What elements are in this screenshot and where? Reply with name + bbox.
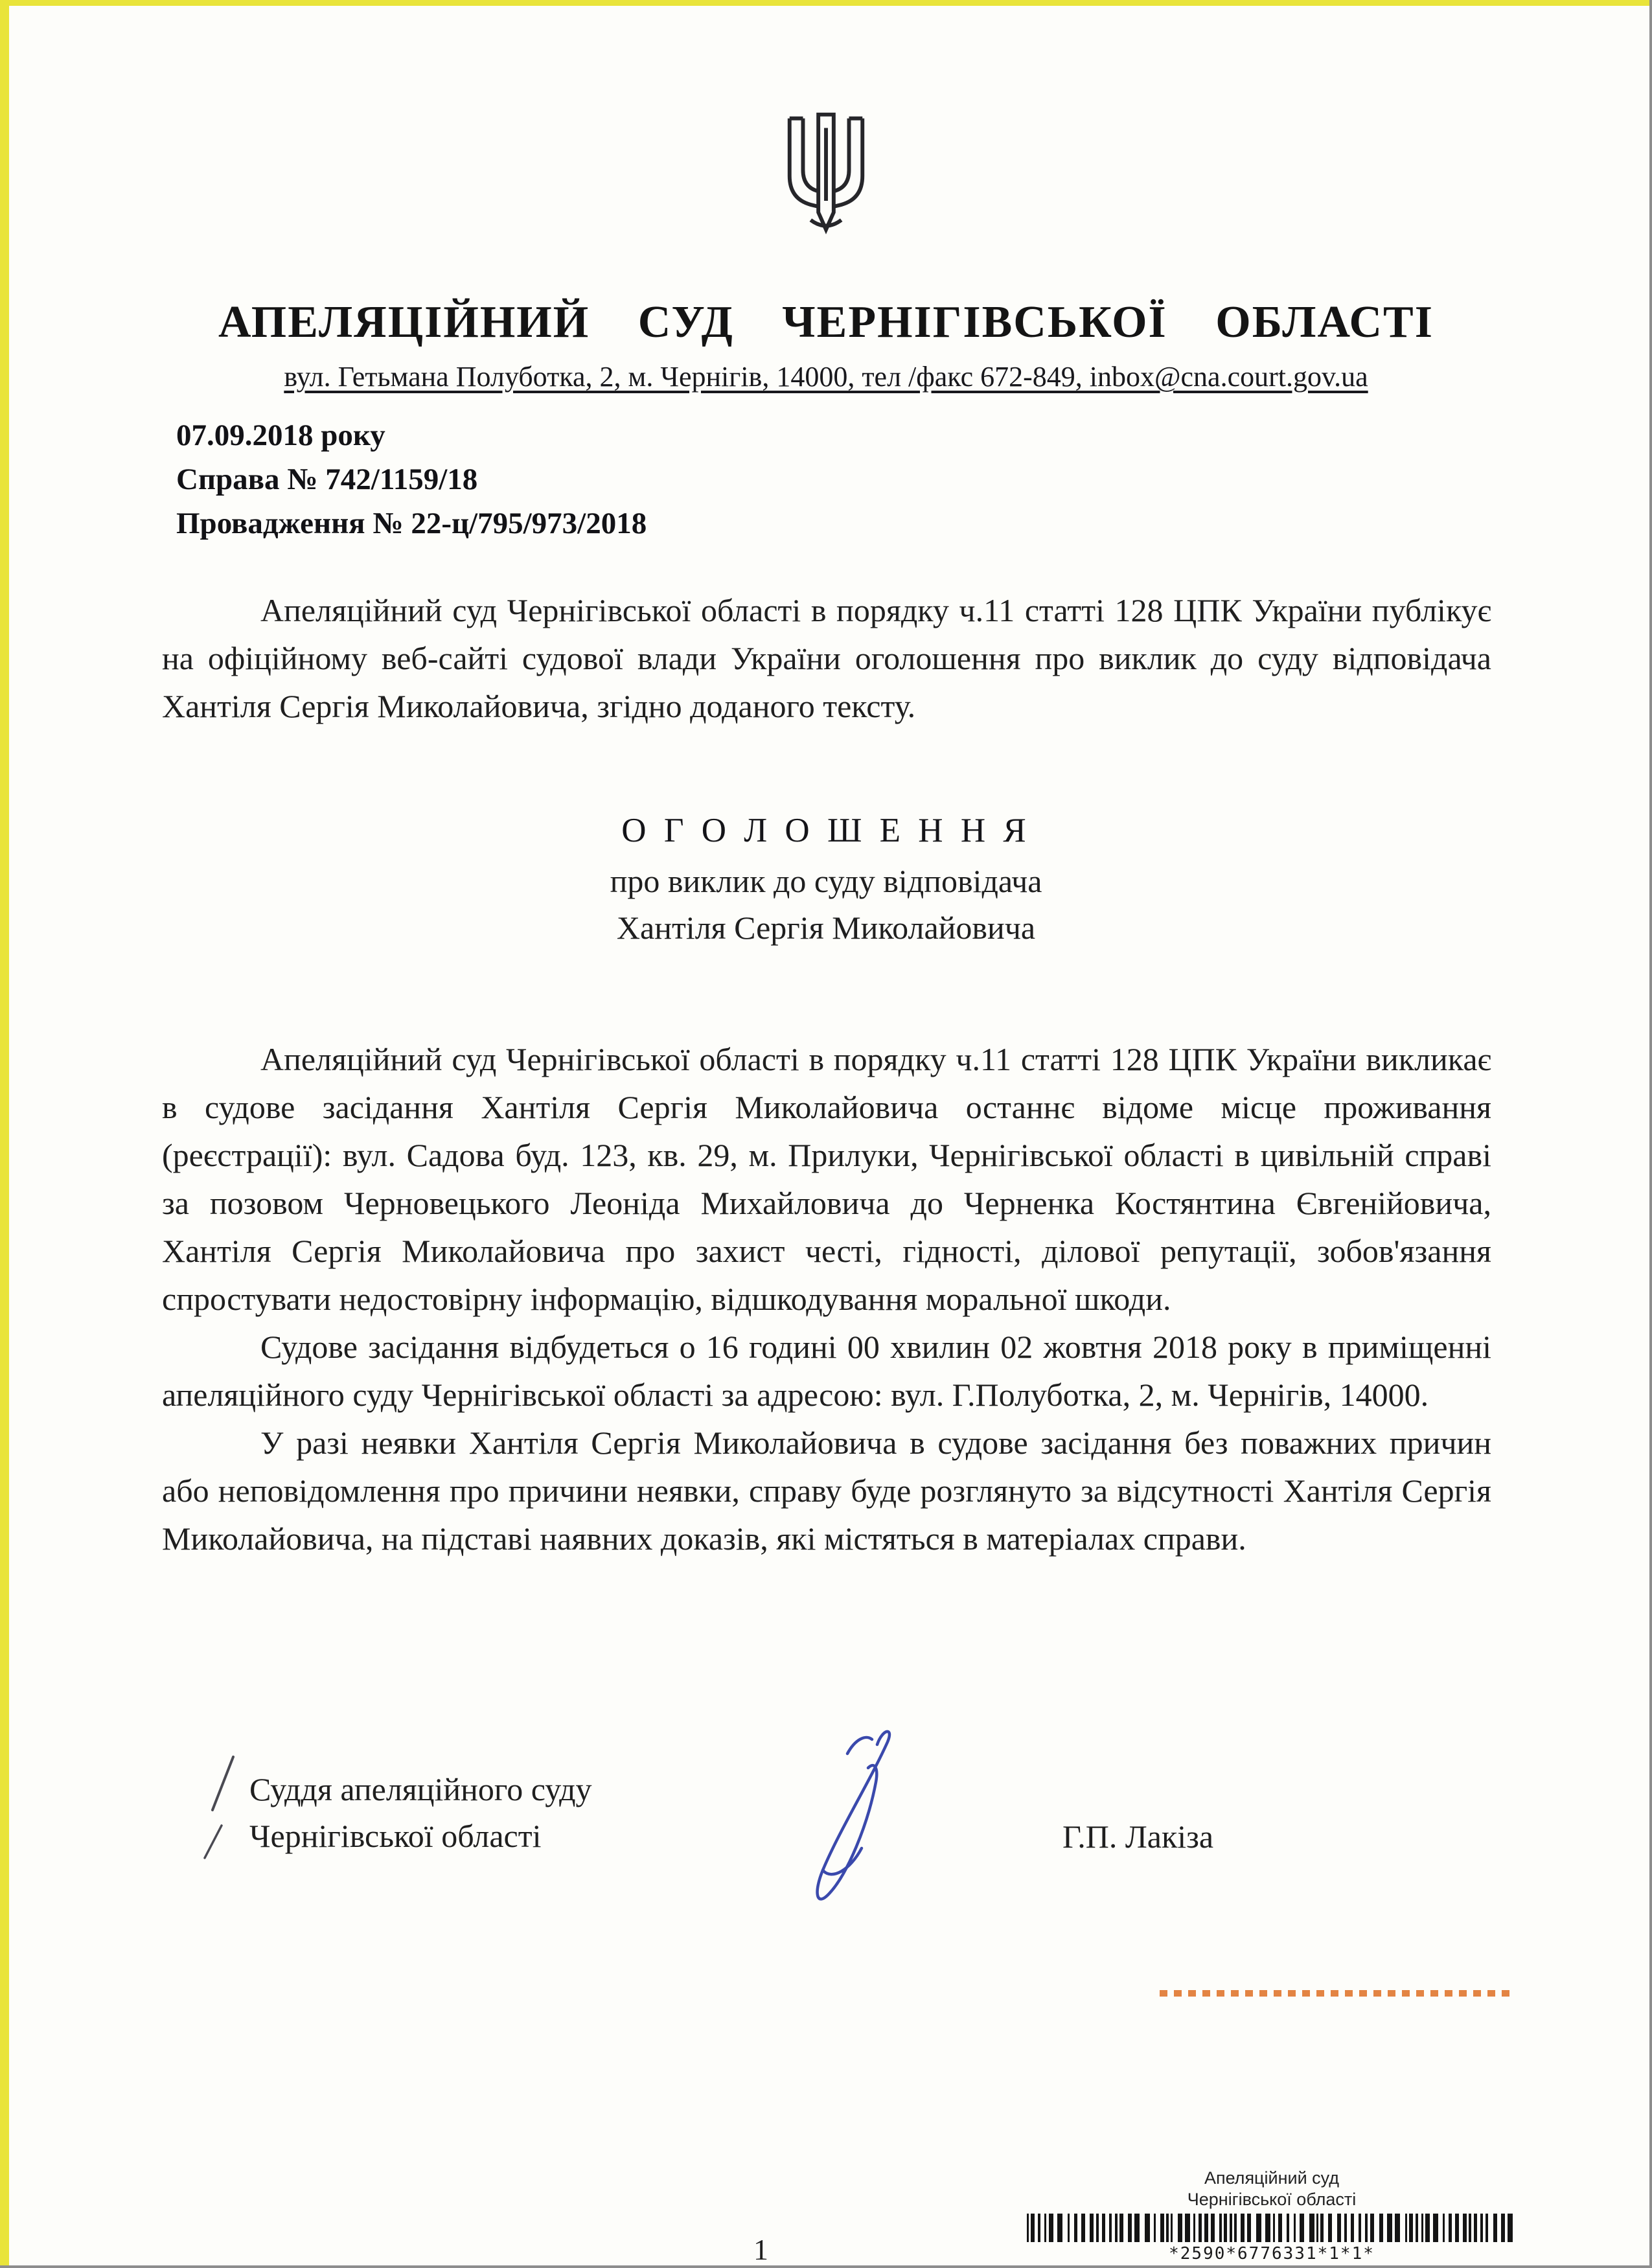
page-number: 1 bbox=[753, 2233, 768, 2266]
announcement-body bbox=[162, 1035, 1491, 1563]
judge-role-line-1: Суддя апеляційного суду bbox=[249, 1771, 592, 1807]
document-date: 07.09.2018 року bbox=[176, 418, 385, 452]
case-info-block bbox=[176, 413, 647, 545]
judge-signature-icon bbox=[785, 1720, 934, 1914]
stamp-court-line-2: Чернігівської області bbox=[1187, 2190, 1357, 2209]
announcement-heading: О Г О Л О Ш Е Н Н Я bbox=[621, 812, 1031, 849]
scan-edge-bottom bbox=[0, 2265, 1652, 2268]
intro-paragraph: Апеляційний суд Чернігівської області в порядку ч.11 статті 128 ЦПК України публікує на офіційному веб-сайті судової влади України оголошення про виклик до суду відповідача Хантіля Сергія Миколайовича, згідно доданого тексту. bbox=[162, 592, 1491, 724]
registration-stamp bbox=[1027, 2168, 1517, 2263]
stamp-court-line-1: Апеляційний суд bbox=[1204, 2168, 1340, 2188]
barcode bbox=[1027, 2214, 1517, 2242]
case-number: Справа № 742/1159/18 bbox=[176, 463, 478, 496]
announcement-subtitle-2: Хантіля Сергія Миколайовича bbox=[616, 910, 1036, 946]
scan-edge-top bbox=[0, 0, 1652, 6]
announcement-heading-block bbox=[0, 803, 1652, 951]
judge-role-block bbox=[249, 1766, 592, 1859]
court-address: вул. Гетьмана Полуботка, 2, м. Чернігів, 14000, тел /факс 672-849, inbox@cna.court.gov.ua bbox=[284, 361, 1368, 393]
paragraph-hearing-details: Судове засідання відбудеться о 16 годині 00 хвилин 02 жовтня 2018 року в приміщенні апеляційного суду Чернігівської області за адресою: вул. Г.Полуботка, 2, м. Чернігів, 14000. bbox=[162, 1329, 1491, 1413]
proceeding-number: Провадження № 22-ц/795/973/2018 bbox=[176, 507, 647, 540]
ukraine-trident-icon bbox=[768, 107, 884, 251]
judge-name: Г.П. Лакіза bbox=[1062, 1818, 1214, 1855]
court-title: АПЕЛЯЦІЙНИЙ СУД ЧЕРНІГІВСЬКОЇ ОБЛАСТІ bbox=[218, 297, 1434, 347]
scan-artifact-marks bbox=[1160, 1990, 1515, 1997]
announcement-subtitle-1: про виклик до суду відповідача bbox=[610, 863, 1042, 899]
paragraph-summons: Апеляційний суд Чернігівської області в порядку ч.11 статті 128 ЦПК України викликає в судове засідання Хантіля Сергія Миколайовича останнє відоме місце проживання (реєстрації): вул. Садова буд. 123, кв. 29, м. Прилуки, Чернігівської області в цивільній справі за позовом Черновецького Леоніда Михайловича до Черненка Костянтина Євгенійовича, Хантіля Сергія Миколайовича про захист честі, гідності, ділової репутації, зобов'язання спростувати недостовірну інформацію, відшкодування моральної шкоди. bbox=[162, 1041, 1491, 1317]
intro-paragraph-block bbox=[162, 586, 1491, 730]
barcode-code: *2590*6776331*1*1* bbox=[1169, 2244, 1375, 2263]
pen-slash-marks bbox=[194, 1748, 246, 1864]
paragraph-absence-warning: У разі неявки Хантіля Сергія Миколайовича в судове засідання без поважних причин або неповідомлення про причини неявки, справу буде розглянуто за відсутності Хантіля Сергія Миколайовича, на підставі наявних доказів, які містяться в матеріалах справи. bbox=[162, 1425, 1491, 1557]
judge-role-line-2: Чернігівської області bbox=[249, 1818, 542, 1854]
